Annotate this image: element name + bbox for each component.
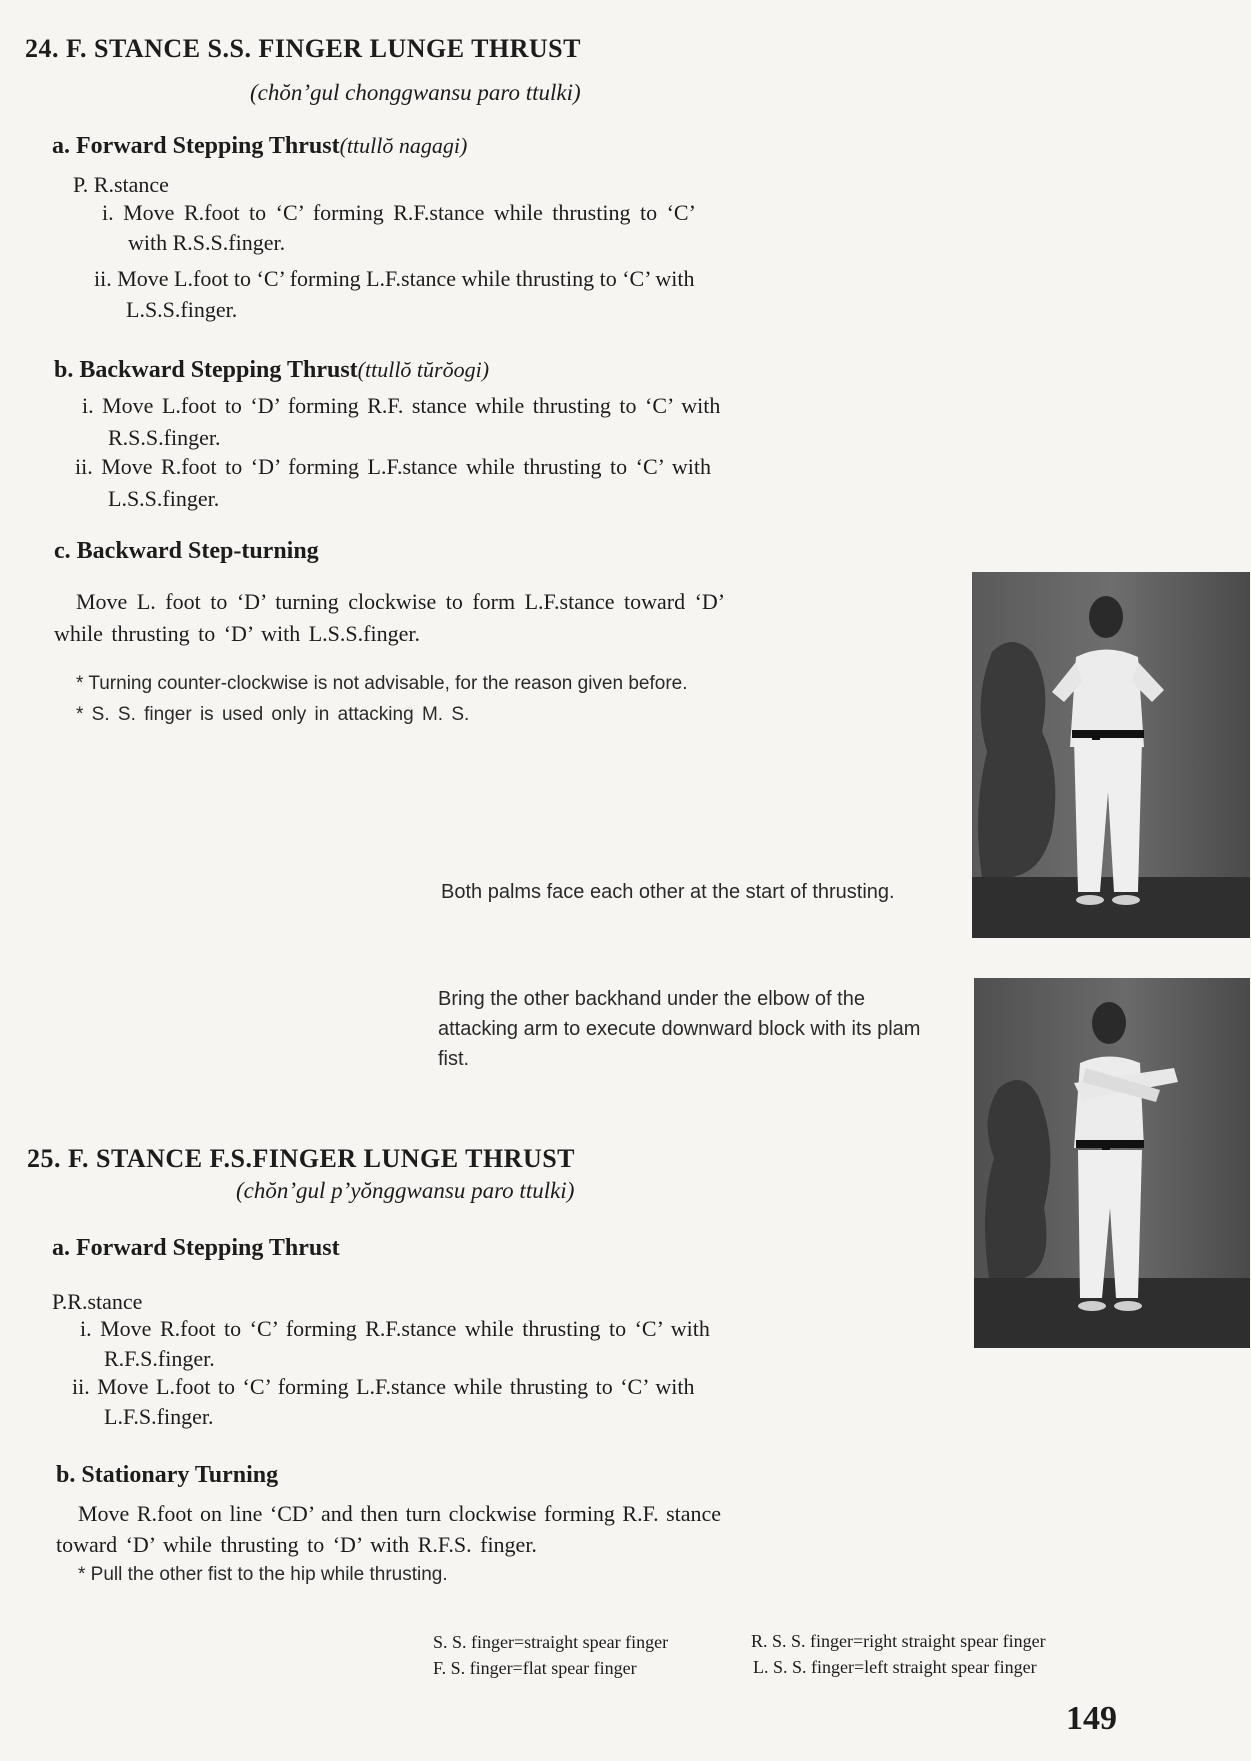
section-24c-note-1: * Turning counter-clockwise is not advisable, for the reason given before. <box>76 673 688 694</box>
section-24b-step-ii-line1: ii. Move R.foot to ‘D’ forming L.F.stance while thrusting to ‘C’ with <box>75 454 711 479</box>
section-24b-title-romanized: (ttullŏ tŭrŏogi) <box>357 357 490 382</box>
section-25a-step-i-line2: R.F.S.finger. <box>104 1346 215 1371</box>
photo-2-caption: Bring the other backhand under the elbow of the attacking arm to execute downward block with its plam fist. <box>438 988 921 1070</box>
glossary-lss: L. S. S. finger=left straight spear finger <box>753 1657 1037 1677</box>
section-25a-step-ii-line2: L.F.S.finger. <box>104 1404 214 1429</box>
section-24a-title-text: a. Forward Stepping Thrust <box>52 133 340 159</box>
section-24a-step-i-line2: with R.S.S.finger. <box>128 230 286 255</box>
photo-1 <box>972 572 1250 938</box>
section-24c-title: c. Backward Step-turning <box>54 538 319 564</box>
section-24a-position: P. R.stance <box>73 172 169 197</box>
photo-1-caption: Both palms face each other at the start of thrusting. <box>441 881 895 903</box>
section-24-heading: 24. F. STANCE S.S. FINGER LUNGE THRUST <box>25 34 581 63</box>
section-25b-title: b. Stationary Turning <box>56 1462 279 1488</box>
section-24a-title-romanized: (ttullŏ nagagi) <box>339 133 468 158</box>
section-24a-step-ii-line2: L.S.S.finger. <box>126 297 238 322</box>
section-25b-note: * Pull the other fist to the hip while thrusting. <box>78 1564 448 1585</box>
section-25a-position: P.R.stance <box>52 1289 143 1314</box>
section-24b-title-text: b. Backward Stepping Thrust <box>54 357 358 383</box>
section-24a-title <box>52 133 467 160</box>
section-24b-step-i-line1: i. Move L.foot to ‘D’ forming R.F. stance while thrusting to ‘C’ with <box>82 393 721 418</box>
section-25a-step-i-line1: i. Move R.foot to ‘C’ forming R.F.stance while thrusting to ‘C’ with <box>80 1316 710 1341</box>
glossary-rss: R. S. S. finger=right straight spear finger <box>751 1631 1046 1651</box>
section-24b-step-i-line2: R.S.S.finger. <box>108 425 221 450</box>
section-25b-paragraph-line2: toward ‘D’ while thrusting to ‘D’ with R.F.S. finger. <box>56 1532 537 1557</box>
section-24b-step-ii-line2: L.S.S.finger. <box>108 486 220 511</box>
section-24c-note-2: * S. S. finger is used only in attacking M. S. <box>76 704 470 725</box>
section-25a-title: a. Forward Stepping Thrust <box>52 1235 340 1261</box>
section-25a-step-ii-line1: ii. Move L.foot to ‘C’ forming L.F.stance while thrusting to ‘C’ with <box>72 1374 695 1399</box>
photo-2 <box>974 978 1250 1348</box>
section-24a-step-ii-line1: ii. Move L.foot to ‘C’ forming L.F.stance while thrusting to ‘C’ with <box>94 266 695 291</box>
section-24c-paragraph-line2: while thrusting to ‘D’ with L.S.S.finger. <box>54 621 420 646</box>
section-25-romanized: (chŏn’gul p’yŏnggwansu paro ttulki) <box>236 1178 575 1203</box>
section-24c-paragraph-line1: Move L. foot to ‘D’ turning clockwise to form L.F.stance toward ‘D’ <box>76 589 726 614</box>
section-25-heading: 25. F. STANCE F.S.FINGER LUNGE THRUST <box>27 1144 576 1173</box>
section-24b-title <box>54 357 489 384</box>
section-25b-paragraph-line1: Move R.foot on line ‘CD’ and then turn clockwise forming R.F. stance <box>78 1501 722 1526</box>
page-number: 149 <box>1066 1700 1117 1737</box>
glossary-ss: S. S. finger=straight spear finger <box>433 1632 669 1652</box>
glossary-fs: F. S. finger=flat spear finger <box>433 1658 637 1678</box>
section-24a-step-i-line1: i. Move R.foot to ‘C’ forming R.F.stance while thrusting to ‘C’ <box>102 200 696 225</box>
section-24-romanized: (chŏn’gul chonggwansu paro ttulki) <box>250 80 581 105</box>
